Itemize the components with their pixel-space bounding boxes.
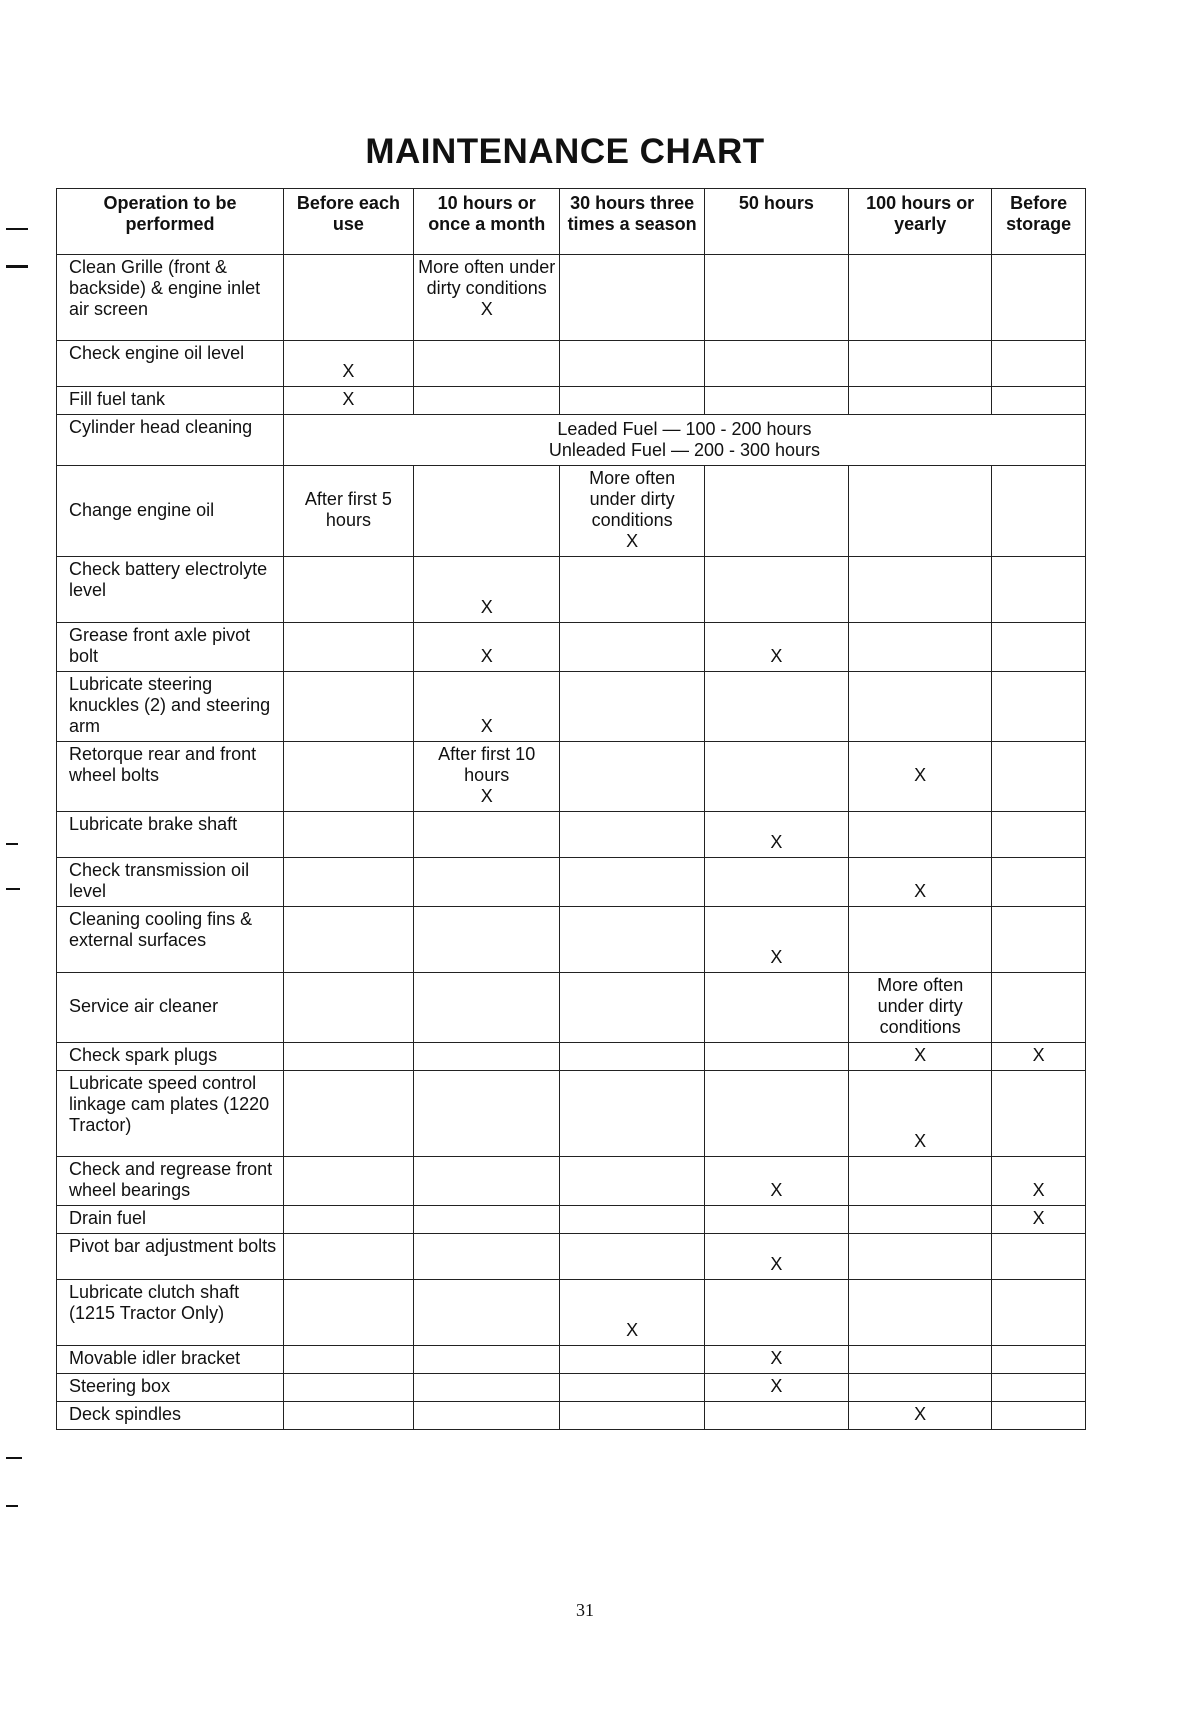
operation-cell: Lubricate brake shaft [57,812,284,858]
hours-100-cell [849,387,992,415]
hours-50-cell: X [704,623,848,672]
header-operation: Operation to be performed [57,189,284,255]
hours-30-cell [560,255,704,341]
hours-10-cell: X [413,557,560,623]
check-mark: X [480,786,493,806]
before-each-use-cell [283,1346,413,1374]
hours-30-cell [560,1157,704,1206]
before-storage-cell [992,858,1086,907]
before-storage-cell: X [992,1043,1086,1071]
before-each-use-cell: After first 5 hours [283,466,413,557]
table-row [57,742,1086,812]
hours-30-cell [560,557,704,623]
table-row [57,1346,1086,1374]
hours-30-cell [560,907,704,973]
leaded-fuel-interval: Leaded Fuel — 100 - 200 hours [557,419,812,439]
hours-50-cell [704,1071,848,1157]
hours-10-cell [413,1157,560,1206]
hours-100-cell [849,812,992,858]
before-each-use-cell [283,1280,413,1346]
maintenance-chart-table [56,188,1086,1430]
before-each-use-cell [283,1043,413,1071]
hours-30-cell [560,1346,704,1374]
hours-50-cell [704,1206,848,1234]
operation-cell: Grease front axle pivot bolt [57,623,284,672]
cell-note: After first 10 hours [438,744,536,785]
operation-cell: Cleaning cooling fins & external surfaces [57,907,284,973]
cell-note: More often under dirty conditions [589,468,676,530]
hours-10-cell [413,341,560,387]
hours-50-cell [704,1402,848,1430]
operation-cell: Pivot bar adjustment bolts [57,1234,284,1280]
before-storage-cell [992,1374,1086,1402]
table-row [57,973,1086,1043]
operation-cell: Check spark plugs [57,1043,284,1071]
table-row [57,1402,1086,1430]
hours-100-cell [849,255,992,341]
hours-100-cell: X [849,1043,992,1071]
hours-100-cell [849,623,992,672]
hours-100-cell [849,1280,992,1346]
hours-10-cell [413,255,560,341]
before-each-use-cell [283,973,413,1043]
header-row [57,189,1086,255]
hours-10-cell [413,1071,560,1157]
binding-mark [6,265,28,268]
operation-cell: Drain fuel [57,1206,284,1234]
table-row [57,1071,1086,1157]
before-each-use-cell [283,1374,413,1402]
operation-cell: Check engine oil level [57,341,284,387]
before-storage-cell [992,1346,1086,1374]
before-each-use-cell [283,557,413,623]
hours-100-cell [849,1234,992,1280]
hours-30-cell [560,623,704,672]
hours-50-cell [704,1043,848,1071]
operation-cell: Movable idler bracket [57,1346,284,1374]
before-storage-cell [992,973,1086,1043]
hours-100-cell [849,1157,992,1206]
table-row [57,1280,1086,1346]
hours-50-cell [704,341,848,387]
operation-cell: Clean Grille (front & backside) & engine inlet air screen [57,255,284,341]
hours-100-cell [849,1374,992,1402]
before-storage-cell [992,907,1086,973]
hours-100-cell: X [849,1071,992,1157]
hours-50-cell [704,557,848,623]
hours-50-cell [704,973,848,1043]
hours-10-cell [413,387,560,415]
hours-30-cell [560,742,704,812]
before-storage-cell [992,1402,1086,1430]
hours-50-cell: X [704,907,848,973]
check-mark: X [626,531,639,551]
table-row [57,623,1086,672]
hours-50-cell: X [704,1346,848,1374]
table-row [57,255,1086,341]
hours-10-cell [413,812,560,858]
before-each-use-cell [283,742,413,812]
before-storage-cell: X [992,1206,1086,1234]
binding-mark [6,843,18,845]
table-row [57,907,1086,973]
page-title: MAINTENANCE CHART [365,132,765,171]
hours-50-cell: X [704,1157,848,1206]
hours-50-cell [704,742,848,812]
cell-note: More often under dirty conditions [418,257,556,298]
before-each-use-cell [283,1206,413,1234]
hours-50-cell [704,672,848,742]
before-storage-cell: X [992,1157,1086,1206]
header-before-storage: Before storage [992,189,1086,255]
before-storage-cell [992,812,1086,858]
hours-50-cell: X [704,1374,848,1402]
before-each-use-cell [283,1071,413,1157]
hours-10-cell [413,742,560,812]
hours-50-cell [704,1280,848,1346]
hours-10-cell [413,1374,560,1402]
binding-mark [6,1505,18,1507]
header-100-hours: 100 hours or yearly [849,189,992,255]
hours-30-cell [560,1402,704,1430]
hours-30-cell [560,1206,704,1234]
unleaded-fuel-interval: Unleaded Fuel — 200 - 300 hours [548,440,821,460]
hours-30-cell [560,387,704,415]
hours-10-cell [413,1234,560,1280]
hours-30-cell [560,466,704,557]
binding-mark [6,888,20,890]
hours-100-cell: More often under dirty conditions [849,973,992,1043]
before-each-use-cell [283,623,413,672]
operation-cell: Fill fuel tank [57,387,284,415]
table-row [57,341,1086,387]
table-row [57,466,1086,557]
header-before-each-use: Before each use [283,189,413,255]
hours-10-cell [413,973,560,1043]
table-row [57,812,1086,858]
hours-10-cell [413,907,560,973]
hours-50-cell [704,387,848,415]
operation-cell: Check transmission oil level [57,858,284,907]
hours-10-cell [413,858,560,907]
operation-cell: Steering box [57,1374,284,1402]
table-row [57,672,1086,742]
hours-30-cell [560,858,704,907]
before-storage-cell [992,1280,1086,1346]
table-row [57,1157,1086,1206]
hours-10-cell [413,1346,560,1374]
operation-cell: Retorque rear and front wheel bolts [57,742,284,812]
before-each-use-cell: X [283,387,413,415]
operation-cell: Service air cleaner [57,973,284,1043]
header-10-hours: 10 hours or once a month [413,189,560,255]
binding-mark [6,1457,22,1459]
before-storage-cell [992,557,1086,623]
before-storage-cell [992,623,1086,672]
table-row [57,1043,1086,1071]
operation-cell: Check and regrease front wheel bearings [57,1157,284,1206]
hours-30-cell: X [560,1280,704,1346]
operation-cell: Lubricate clutch shaft (1215 Tractor Only) [57,1280,284,1346]
hours-50-cell: X [704,1234,848,1280]
hours-10-cell [413,466,560,557]
hours-100-cell [849,1206,992,1234]
table-row [57,1206,1086,1234]
table-row [57,1374,1086,1402]
binding-mark [6,228,28,230]
hours-100-cell [849,557,992,623]
before-storage-cell [992,466,1086,557]
hours-100-cell [849,907,992,973]
table-row [57,415,1086,466]
hours-30-cell [560,1071,704,1157]
hours-10-cell: X [413,672,560,742]
table-row [57,557,1086,623]
table-row [57,387,1086,415]
before-storage-cell [992,255,1086,341]
hours-30-cell [560,1234,704,1280]
check-mark: X [480,299,493,319]
before-each-use-cell [283,1402,413,1430]
hours-10-cell: X [413,623,560,672]
before-each-use-cell [283,1234,413,1280]
before-storage-cell [992,1234,1086,1280]
hours-30-cell [560,812,704,858]
hours-50-cell: X [704,812,848,858]
before-each-use-cell [283,907,413,973]
hours-50-cell [704,466,848,557]
hours-100-cell: X [849,1402,992,1430]
hours-10-cell [413,1280,560,1346]
hours-100-cell [849,672,992,742]
hours-30-cell [560,1043,704,1071]
before-each-use-cell [283,1157,413,1206]
hours-100-cell: X [849,858,992,907]
hours-100-cell [849,466,992,557]
header-50-hours: 50 hours [704,189,848,255]
before-each-use-cell [283,812,413,858]
before-storage-cell [992,672,1086,742]
before-each-use-cell [283,672,413,742]
hours-10-cell [413,1043,560,1071]
hours-30-cell [560,672,704,742]
operation-cell: Cylinder head cleaning [57,415,284,466]
table-row [57,1234,1086,1280]
header-30-hours: 30 hours three times a season [560,189,704,255]
cylinder-head-interval-cell [283,415,1085,466]
hours-10-cell [413,1402,560,1430]
operation-cell: Check battery electrolyte level [57,557,284,623]
operation-cell: Lubricate speed control linkage cam plates (1220 Tractor) [57,1071,284,1157]
hours-30-cell [560,973,704,1043]
hours-30-cell [560,1374,704,1402]
operation-cell: Lubricate steering knuckles (2) and steering arm [57,672,284,742]
before-each-use-cell [283,858,413,907]
before-each-use-cell: X [283,341,413,387]
hours-100-cell [849,341,992,387]
hours-50-cell [704,858,848,907]
hours-10-cell [413,1206,560,1234]
hours-30-cell [560,341,704,387]
operation-cell: Change engine oil [57,466,284,557]
before-storage-cell [992,1071,1086,1157]
operation-cell: Deck spindles [57,1402,284,1430]
page-number: 31 [576,1600,594,1620]
hours-50-cell [704,255,848,341]
hours-100-cell [849,1346,992,1374]
before-storage-cell [992,341,1086,387]
before-storage-cell [992,387,1086,415]
hours-100-cell: X [849,742,992,812]
before-each-use-cell [283,255,413,341]
before-storage-cell [992,742,1086,812]
table-row [57,858,1086,907]
